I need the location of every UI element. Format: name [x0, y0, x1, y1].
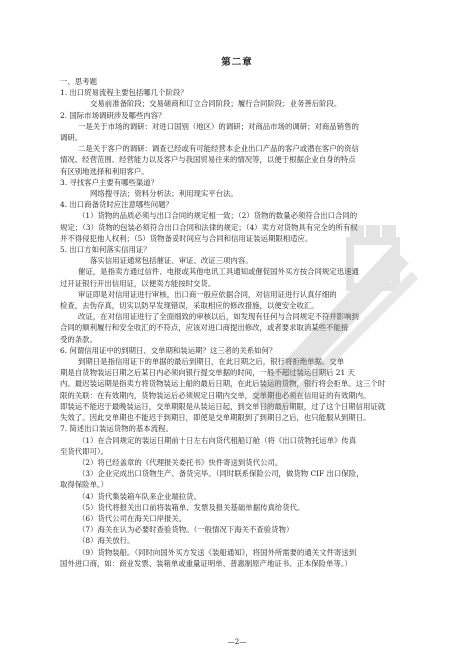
answer-line: 有区别地选择和利用客户。: [60, 166, 149, 176]
answer-line: （1）在合同规定的装运日期前十日左右向货代租船订舱（将《出口货物托运单》传真: [78, 435, 357, 445]
answer-line: 取得保险单。）: [60, 480, 109, 490]
answer-line: 检查，去伪存真，切实以防早发现错误，采取相应的修改措施，以便安全收汇。: [60, 301, 319, 311]
section-heading: 一、思考题: [60, 77, 97, 86]
question-line: 2. 国际市场调研涉及哪些内容？: [60, 110, 166, 120]
answer-line: 内。最迟装运期是指卖方将货物装运上船的最后日期，在此后装运的货物，银行将会拒单。这三个时: [60, 379, 386, 389]
answer-line: 一是关于市场的调研：对进口国别（地区）的调研；对商品市场的调研；对商品销售的: [78, 121, 359, 131]
answer-line: （5）货代将报关出口前将装箱单、发票及报关基础单据传真给货代。: [78, 502, 305, 512]
answer-line: 落实信用证通常包括催证、审证、改证三项内容。: [90, 256, 253, 266]
answer-line: （6）货代公司在海关口岸报关。: [78, 513, 187, 523]
question-line: 7. 简述出口装运货物的基本流程。: [60, 424, 173, 434]
chapter-title: 第二章: [221, 57, 253, 68]
answer-line: （8）海关放行。: [78, 536, 135, 546]
answer-line: 审证即是对信用证进行审核，出口商一般应依据合同，对信用证进行认真仔细的: [78, 289, 337, 299]
answer-line: （1）货物的品质必须与出口合同的规定相一致；（2）货物的数量必须符合出口合同的: [78, 211, 358, 221]
answer-line: 期是自货物装运日期之后某日内必须向银行提交单据的时间，一般不超过装运日期后 21 天: [60, 368, 355, 378]
answer-line: 即装运不能迟于最晚装运日，交单期限是从装运日起，到交单日的最后期限，过了这个日期信用证就: [60, 401, 386, 411]
answer-line: 网络搜寻法；资料分析法；利用现实平台法。: [90, 189, 238, 199]
answer-line: （7）海关在认为必要时查验货物。（一般情况下海关不查验货物）: [78, 525, 294, 535]
answer-line: 催证，是指卖方通过信件、电报或其他电讯工具通知或催促国外买方按合同规定迅速通: [78, 267, 359, 277]
question-line: 1. 出口贸易流程主要包括哪几个阶段？: [60, 88, 188, 98]
answer-line: 至货代即可）。: [60, 446, 109, 456]
page-number: —2—: [227, 637, 247, 646]
answer-line: 交易前准备阶段；交易磋商和订立合同阶段；履行合同阶段；业务善后阶段。: [90, 99, 342, 109]
document-body: [60, 87, 414, 569]
answer-line: 二是关于客户的调研：调查已经或有可能经营本企业出口产品的客户或潜在客户的资信: [78, 144, 359, 154]
question-line: 6. 何谓信用证中的到期日、交单期和装运期？这三者的关系如何？: [60, 345, 277, 355]
question-line: 3. 寻找客户主要有哪些渠道？: [60, 177, 159, 187]
answer-line: （2）将已经盖章的《代理报关委托书》快件寄送到货代公司。: [78, 457, 283, 467]
answer-line: 改证，在对信用证进行了全面细致的审核以后，如发现有任何与合同规定不符并影响到: [78, 312, 359, 322]
answer-line: 限的关联：在有效期内，货物装运后必须规定日期内交单，交单期也必须在信用证的有效期内。: [60, 390, 371, 400]
answer-line: 失效了。因此交单期也不能迟于到期日，即使是交单期限到了到期日之后，也只能服从到期日。: [60, 413, 371, 423]
answer-line: （3）企业完成出口货物生产、备货完毕。（同时联系保险公司，做货物 CIF 出口保险，: [78, 469, 364, 479]
answer-line: 调研。: [60, 133, 83, 143]
answer-line: 并不得侵犯他人权利；（5）货物备妥时间应与合同和信用证装运期限相适应。: [60, 233, 313, 243]
answer-line: 到期日是指信用证下的单据的最后到期日，在此日期之后，银行将拒绝单据。交单: [78, 357, 345, 367]
answer-line: 过开证银行开出信用证，以便卖方能按时交货。: [60, 278, 216, 288]
answer-line: 规定；（3）货物的包装必须符合出口合同和法律的规定；（4）卖方对货物具有完全的所有权: [60, 222, 358, 232]
answer-line: 国外进口商，如：商业发票、装箱单或重量证明单、普惠制原产地证书、正本保险单等。）: [60, 558, 352, 568]
answer-line: （4）货代集装箱车队来企业端拉货。: [78, 491, 201, 501]
question-line: 5. 出口方如何落实信用证？: [60, 245, 151, 255]
answer-line: 受的条款。: [60, 334, 97, 344]
answer-line: （9）货物装船。（同时向国外买方发送《装船通知》，将国外所需要的通关文件寄送到: [78, 547, 357, 557]
question-line: 4. 出口商备货时应注意哪些问题？: [60, 200, 173, 210]
answer-line: 情况、经营范围、经营能力以及客户与我国贸易往来的情况等，以便于根据企业自身的特点: [60, 155, 356, 165]
answer-line: 合同的顺利履行和安全收汇的不符点，应该对进口商提出修改，或者要求取消某些不能接: [60, 323, 349, 333]
